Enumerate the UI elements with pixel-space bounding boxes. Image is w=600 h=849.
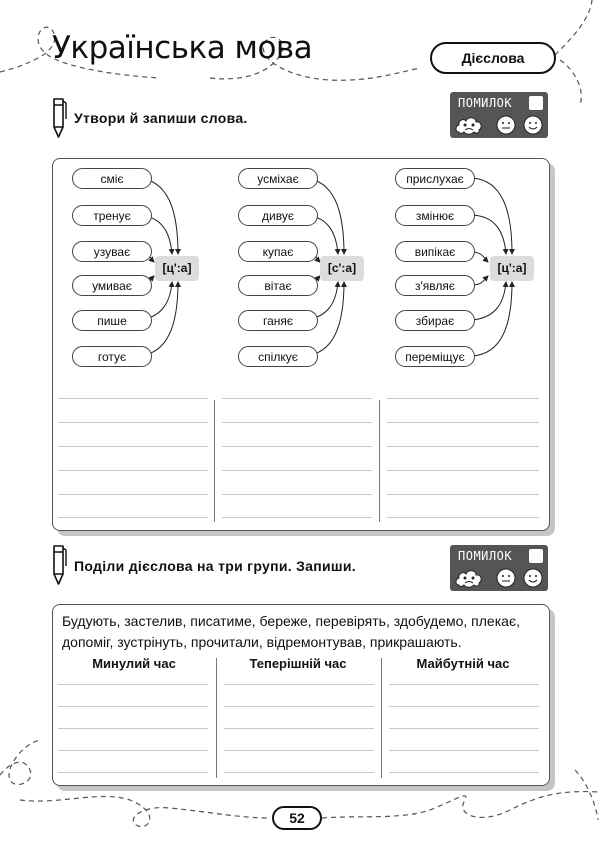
writing-line[interactable] <box>58 517 208 518</box>
writing-line[interactable] <box>58 706 208 707</box>
sad-cloud-icon <box>456 571 481 588</box>
writing-line[interactable] <box>389 706 539 707</box>
word-pill: пише <box>72 310 152 331</box>
word-pill: прислухає <box>395 168 475 189</box>
writing-line[interactable] <box>224 684 374 685</box>
happy-face-icon <box>524 569 542 587</box>
writing-line[interactable] <box>222 470 372 471</box>
writing-line[interactable] <box>58 422 208 423</box>
subject-title: Українська мова <box>52 30 313 66</box>
word-pill: умиває <box>72 275 152 296</box>
writing-line[interactable] <box>58 728 208 729</box>
writing-line[interactable] <box>224 706 374 707</box>
word-pill: змінює <box>395 205 475 226</box>
word-pill: дивує <box>238 205 318 226</box>
writing-line[interactable] <box>387 470 539 471</box>
writing-line[interactable] <box>387 422 539 423</box>
word-pill: готує <box>72 346 152 367</box>
writing-line[interactable] <box>389 750 539 751</box>
errors-label: ПОМИЛОК <box>458 549 513 563</box>
neutral-face-icon <box>497 569 515 587</box>
errors-checkbox[interactable] <box>529 549 543 563</box>
task2-title: Поділи дієслова на три групи. Запиши. <box>74 558 356 574</box>
mood-icons <box>454 567 546 589</box>
writing-line[interactable] <box>58 494 208 495</box>
column-divider <box>379 400 380 522</box>
word-pill: сміє <box>72 168 152 189</box>
word-pill: тренує <box>72 205 152 226</box>
sound-tag: [с':а] <box>320 256 364 281</box>
verb-list-line: допоміг, зустрінуть, прочитали, відремонтував, прикрашають. <box>62 634 462 650</box>
column-header-future: Майбутній час <box>416 656 510 671</box>
writing-line[interactable] <box>224 772 374 773</box>
writing-line[interactable] <box>58 684 208 685</box>
task1-title: Утвори й запиши слова. <box>74 110 248 126</box>
word-pill: купає <box>238 241 318 262</box>
word-pill: з'являє <box>395 275 475 296</box>
topic-badge: Дієслова <box>430 42 556 74</box>
writing-line[interactable] <box>389 684 539 685</box>
word-pill: спілкує <box>238 346 318 367</box>
writing-line[interactable] <box>387 398 539 399</box>
writing-line[interactable] <box>387 517 539 518</box>
word-pill: усміхає <box>238 168 318 189</box>
writing-line[interactable] <box>224 750 374 751</box>
writing-line[interactable] <box>222 446 372 447</box>
writing-line[interactable] <box>389 772 539 773</box>
pencil-icon <box>50 544 68 586</box>
writing-line[interactable] <box>58 446 208 447</box>
writing-line[interactable] <box>224 728 374 729</box>
sound-tag: [ц':а] <box>155 256 199 281</box>
writing-line[interactable] <box>387 494 539 495</box>
column-divider <box>214 400 215 522</box>
word-pill: вітає <box>238 275 318 296</box>
writing-line[interactable] <box>58 772 208 773</box>
column-header-past: Минулий час <box>92 656 176 671</box>
column-header-present: Теперішній час <box>249 656 347 671</box>
writing-line[interactable] <box>58 470 208 471</box>
word-pill: випікає <box>395 241 475 262</box>
writing-line[interactable] <box>222 422 372 423</box>
word-pill: ганяє <box>238 310 318 331</box>
writing-line[interactable] <box>58 398 208 399</box>
writing-line[interactable] <box>58 750 208 751</box>
writing-line[interactable] <box>222 517 372 518</box>
errors-label: ПОМИЛОК <box>458 96 513 110</box>
word-pill: узуває <box>72 241 152 262</box>
word-pill: збирає <box>395 310 475 331</box>
page-number: 52 <box>272 806 322 830</box>
column-divider <box>381 658 382 778</box>
column-divider <box>216 658 217 778</box>
word-pill: переміщує <box>395 346 475 367</box>
writing-line[interactable] <box>222 494 372 495</box>
writing-line[interactable] <box>387 446 539 447</box>
sound-tag: [ц':а] <box>490 256 534 281</box>
verb-list-line: Будують, застелив, писатиме, береже, перевірять, здобудемо, плекає, <box>62 613 520 629</box>
errors-box <box>450 545 548 591</box>
writing-line[interactable] <box>389 728 539 729</box>
writing-line[interactable] <box>222 398 372 399</box>
